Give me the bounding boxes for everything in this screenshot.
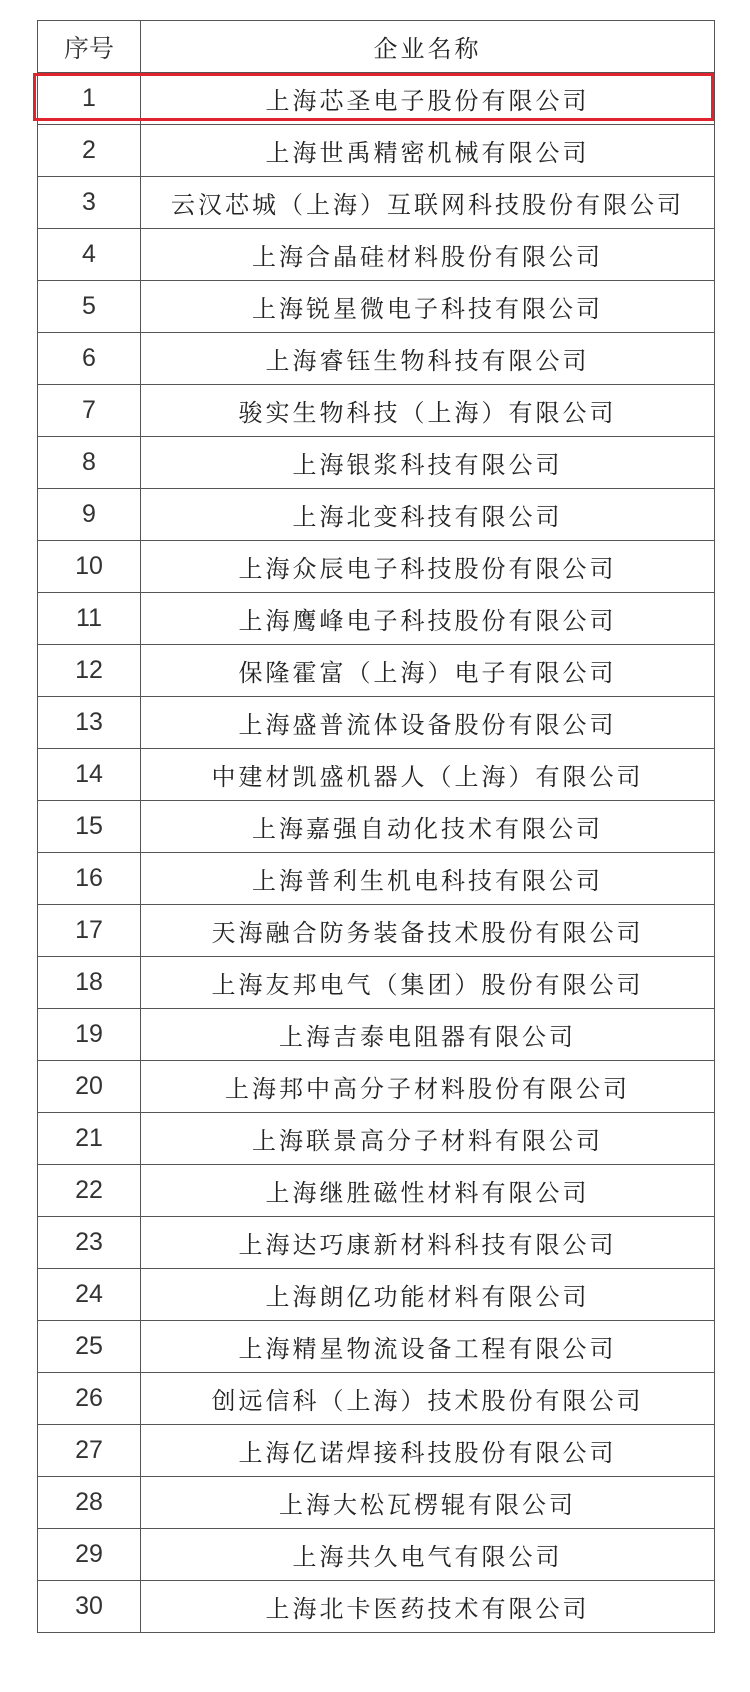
table-row <box>38 1061 715 1113</box>
row-company-name: 上海嘉强自动化技术有限公司 <box>141 801 715 853</box>
table-row <box>38 177 715 229</box>
table-row <box>38 333 715 385</box>
table-row <box>38 957 715 1009</box>
header-index: 序号 <box>38 21 141 73</box>
table-row <box>38 229 715 281</box>
row-index: 25 <box>38 1321 141 1373</box>
row-company-name: 创远信科（上海）技术股份有限公司 <box>141 1373 715 1425</box>
row-company-name: 骏实生物科技（上海）有限公司 <box>141 385 715 437</box>
row-company-name: 上海朗亿功能材料有限公司 <box>141 1269 715 1321</box>
row-company-name: 上海众辰电子科技股份有限公司 <box>141 541 715 593</box>
table-body <box>38 73 715 1633</box>
table-row <box>38 281 715 333</box>
row-index: 17 <box>38 905 141 957</box>
row-company-name: 上海普利生机电科技有限公司 <box>141 853 715 905</box>
table-row <box>38 1113 715 1165</box>
row-index: 21 <box>38 1113 141 1165</box>
row-company-name: 上海达巧康新材料科技有限公司 <box>141 1217 715 1269</box>
row-company-name: 上海世禹精密机械有限公司 <box>141 125 715 177</box>
row-index: 15 <box>38 801 141 853</box>
row-company-name: 天海融合防务装备技术股份有限公司 <box>141 905 715 957</box>
row-index: 1 <box>38 73 141 125</box>
row-index: 27 <box>38 1425 141 1477</box>
row-index: 28 <box>38 1477 141 1529</box>
row-index: 26 <box>38 1373 141 1425</box>
row-index: 19 <box>38 1009 141 1061</box>
table-row <box>38 1373 715 1425</box>
row-company-name: 上海邦中高分子材料股份有限公司 <box>141 1061 715 1113</box>
row-company-name: 上海亿诺焊接科技股份有限公司 <box>141 1425 715 1477</box>
row-company-name: 上海芯圣电子股份有限公司 <box>141 73 715 125</box>
table-row <box>38 437 715 489</box>
table-row <box>38 1425 715 1477</box>
table-row <box>38 1581 715 1633</box>
table-row <box>38 125 715 177</box>
table-header-row <box>38 21 715 73</box>
row-company-name: 上海睿钰生物科技有限公司 <box>141 333 715 385</box>
table-row <box>38 489 715 541</box>
table-row <box>38 905 715 957</box>
company-table <box>37 20 715 1633</box>
row-company-name: 上海吉泰电阻器有限公司 <box>141 1009 715 1061</box>
row-company-name: 上海大松瓦楞辊有限公司 <box>141 1477 715 1529</box>
row-company-name: 云汉芯城（上海）互联网科技股份有限公司 <box>141 177 715 229</box>
row-company-name: 上海共久电气有限公司 <box>141 1529 715 1581</box>
row-index: 8 <box>38 437 141 489</box>
table-row <box>38 1529 715 1581</box>
row-company-name: 中建材凯盛机器人（上海）有限公司 <box>141 749 715 801</box>
row-index: 11 <box>38 593 141 645</box>
table-row <box>38 645 715 697</box>
row-company-name: 上海联景高分子材料有限公司 <box>141 1113 715 1165</box>
row-index: 4 <box>38 229 141 281</box>
row-index: 18 <box>38 957 141 1009</box>
row-index: 29 <box>38 1529 141 1581</box>
row-index: 7 <box>38 385 141 437</box>
row-index: 14 <box>38 749 141 801</box>
row-index: 12 <box>38 645 141 697</box>
row-company-name: 上海盛普流体设备股份有限公司 <box>141 697 715 749</box>
row-company-name: 上海鹰峰电子科技股份有限公司 <box>141 593 715 645</box>
table-row <box>38 1009 715 1061</box>
table-row <box>38 1165 715 1217</box>
row-index: 9 <box>38 489 141 541</box>
row-index: 23 <box>38 1217 141 1269</box>
row-company-name: 上海锐星微电子科技有限公司 <box>141 281 715 333</box>
table-row <box>38 541 715 593</box>
row-company-name: 上海友邦电气（集团）股份有限公司 <box>141 957 715 1009</box>
table-row <box>38 853 715 905</box>
row-index: 5 <box>38 281 141 333</box>
row-company-name: 上海精星物流设备工程有限公司 <box>141 1321 715 1373</box>
row-index: 24 <box>38 1269 141 1321</box>
row-index: 2 <box>38 125 141 177</box>
row-index: 22 <box>38 1165 141 1217</box>
table-row <box>38 73 715 125</box>
row-index: 30 <box>38 1581 141 1633</box>
table-row <box>38 1477 715 1529</box>
row-index: 10 <box>38 541 141 593</box>
row-index: 13 <box>38 697 141 749</box>
table-row <box>38 801 715 853</box>
row-index: 16 <box>38 853 141 905</box>
company-table-container <box>37 20 714 1633</box>
row-company-name: 上海合晶硅材料股份有限公司 <box>141 229 715 281</box>
row-company-name: 上海继胜磁性材料有限公司 <box>141 1165 715 1217</box>
table-row <box>38 1321 715 1373</box>
row-company-name: 上海银浆科技有限公司 <box>141 437 715 489</box>
table-row <box>38 1217 715 1269</box>
table-row <box>38 593 715 645</box>
table-row <box>38 1269 715 1321</box>
row-index: 3 <box>38 177 141 229</box>
row-index: 6 <box>38 333 141 385</box>
row-company-name: 上海北变科技有限公司 <box>141 489 715 541</box>
table-row <box>38 385 715 437</box>
row-company-name: 保隆霍富（上海）电子有限公司 <box>141 645 715 697</box>
row-index: 20 <box>38 1061 141 1113</box>
header-company-name: 企业名称 <box>141 21 715 73</box>
table-row <box>38 697 715 749</box>
row-company-name: 上海北卡医药技术有限公司 <box>141 1581 715 1633</box>
table-row <box>38 749 715 801</box>
